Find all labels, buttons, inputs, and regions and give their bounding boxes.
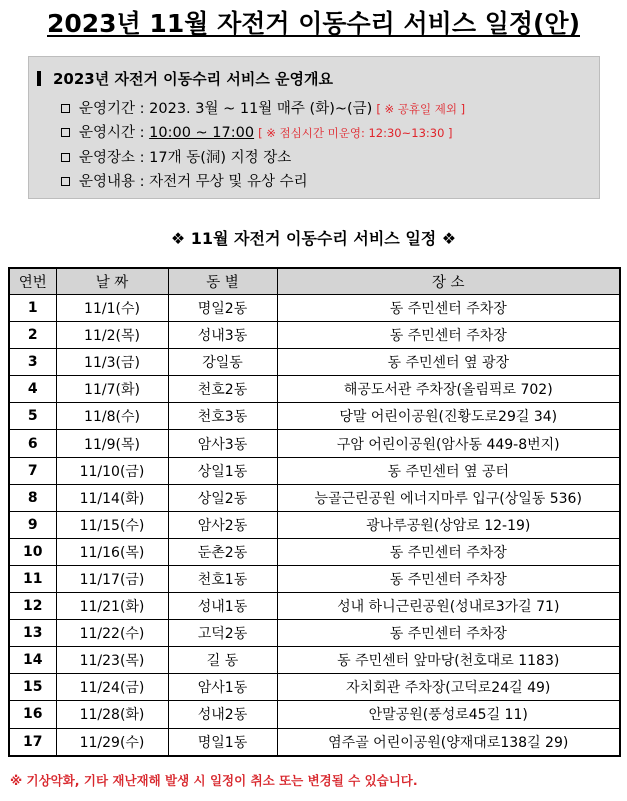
header-district: 동 별 [168,268,277,295]
cell-place: 동 주민센터 옆 공터 [277,457,620,484]
cell-place: 동 주민센터 주차장 [277,620,620,647]
overview-row-period: 운영기간 : 2023. 3월 ~ 11월 매주 (화)~(금) [ ※ 공휴일 제외 ] [61,97,465,118]
cell-date: 11/23(목) [56,647,168,674]
cell-date: 11/1(수) [56,295,168,322]
checkbox-square-icon [61,177,70,186]
table-row [9,620,620,647]
cell-number: 6 [9,430,56,457]
cell-date: 11/17(금) [56,565,168,592]
footnote: ※ 기상악화, 기타 재난재해 발생 시 일정이 취소 또는 변경될 수 있습니다. [10,773,418,788]
cell-date: 11/7(화) [56,376,168,403]
cell-date: 11/15(수) [56,511,168,538]
cell-place: 동 주민센터 앞마당(천호대로 1183) [277,647,620,674]
cell-district: 천호1동 [168,565,277,592]
cell-number: 12 [9,593,56,620]
cell-date: 11/14(화) [56,484,168,511]
cell-number: 15 [9,674,56,701]
cell-date: 11/2(목) [56,322,168,349]
cell-district: 천호2동 [168,376,277,403]
checkbox-square-icon [61,153,70,162]
cell-date: 11/16(목) [56,538,168,565]
cell-district: 둔촌2동 [168,538,277,565]
cell-place: 구암 어린이공원(암사동 449-8번지) [277,430,620,457]
cell-number: 10 [9,538,56,565]
cell-date: 11/9(목) [56,430,168,457]
cell-district: 명일2동 [168,295,277,322]
cell-place: 동 주민센터 주차장 [277,565,620,592]
cell-date: 11/22(수) [56,620,168,647]
cell-number: 2 [9,322,56,349]
overview-heading: 2023년 자전거 이동수리 서비스 운영개요 [37,68,333,89]
heading-bar-icon [37,71,41,86]
table-row [9,376,620,403]
cell-number: 7 [9,457,56,484]
table-row [9,565,620,592]
cell-number: 3 [9,349,56,376]
cell-number: 9 [9,511,56,538]
cell-date: 11/8(수) [56,403,168,430]
table-row [9,674,620,701]
table-row [9,403,620,430]
table-row [9,593,620,620]
table-row [9,430,620,457]
cell-place: 자치회관 주차장(고덕로24길 49) [277,674,620,701]
table-row [9,484,620,511]
table-row [9,322,620,349]
page-title-text: 2023년 11월 자전거 이동수리 서비스 일정(안) [47,9,580,38]
table-row [9,349,620,376]
cell-district: 암사1동 [168,674,277,701]
table-row [9,538,620,565]
table-row [9,457,620,484]
cell-district: 암사2동 [168,511,277,538]
table-row [9,511,620,538]
cell-district: 강일동 [168,349,277,376]
header-place: 장 소 [277,268,620,295]
cell-number: 11 [9,565,56,592]
cell-place: 동 주민센터 주차장 [277,538,620,565]
cell-place: 동 주민센터 옆 광장 [277,349,620,376]
cell-district: 암사3동 [168,430,277,457]
cell-district: 성내3동 [168,322,277,349]
cell-district: 길 동 [168,647,277,674]
page-title [0,4,627,40]
overview-row-hours: 운영시간 : 10:00 ~ 17:00 [ ※ 점심시간 미운영: 12:30~13:30 ] [61,121,453,142]
cell-district: 명일1동 [168,728,277,756]
cell-district: 천호3동 [168,403,277,430]
checkbox-square-icon [61,128,70,137]
cell-place: 염주골 어린이공원(양재대로138길 29) [277,728,620,756]
cell-number: 4 [9,376,56,403]
cell-number: 5 [9,403,56,430]
cell-number: 13 [9,620,56,647]
cell-number: 8 [9,484,56,511]
schedule-table [8,267,621,757]
cell-place: 성내 하니근린공원(성내로3가길 71) [277,593,620,620]
cell-district: 상일2동 [168,484,277,511]
overview-row-location: 운영장소 : 17개 동(洞) 지정 장소 [61,146,291,167]
cell-place: 안말공원(풍성로45길 11) [277,701,620,728]
table-row [9,728,620,756]
cell-place: 동 주민센터 주차장 [277,295,620,322]
cell-district: 성내2동 [168,701,277,728]
overview-box [28,56,600,199]
cell-number: 14 [9,647,56,674]
cell-date: 11/3(금) [56,349,168,376]
checkbox-square-icon [61,104,70,113]
cell-place: 당말 어린이공원(진황도로29길 34) [277,403,620,430]
cell-place: 동 주민센터 주차장 [277,322,620,349]
overview-row-content: 운영내용 : 자전거 무상 및 유상 수리 [61,170,308,191]
cell-district: 성내1동 [168,593,277,620]
cell-place: 능골근린공원 에너지마루 입구(상일동 536) [277,484,620,511]
cell-place: 광나루공원(상암로 12-19) [277,511,620,538]
schedule-title: ❖ 11월 자전거 이동수리 서비스 일정 ❖ [170,229,457,248]
cell-place: 해공도서관 주차장(올림픽로 702) [277,376,620,403]
cell-date: 11/10(금) [56,457,168,484]
table-row [9,647,620,674]
header-number: 연번 [9,268,56,295]
cell-date: 11/24(금) [56,674,168,701]
header-date: 날 짜 [56,268,168,295]
cell-date: 11/28(화) [56,701,168,728]
cell-date: 11/21(화) [56,593,168,620]
cell-number: 16 [9,701,56,728]
table-row [9,295,620,322]
cell-district: 상일1동 [168,457,277,484]
table-row [9,701,620,728]
cell-number: 17 [9,728,56,756]
cell-number: 1 [9,295,56,322]
table-header-row [9,268,620,295]
cell-date: 11/29(수) [56,728,168,756]
cell-district: 고덕2동 [168,620,277,647]
